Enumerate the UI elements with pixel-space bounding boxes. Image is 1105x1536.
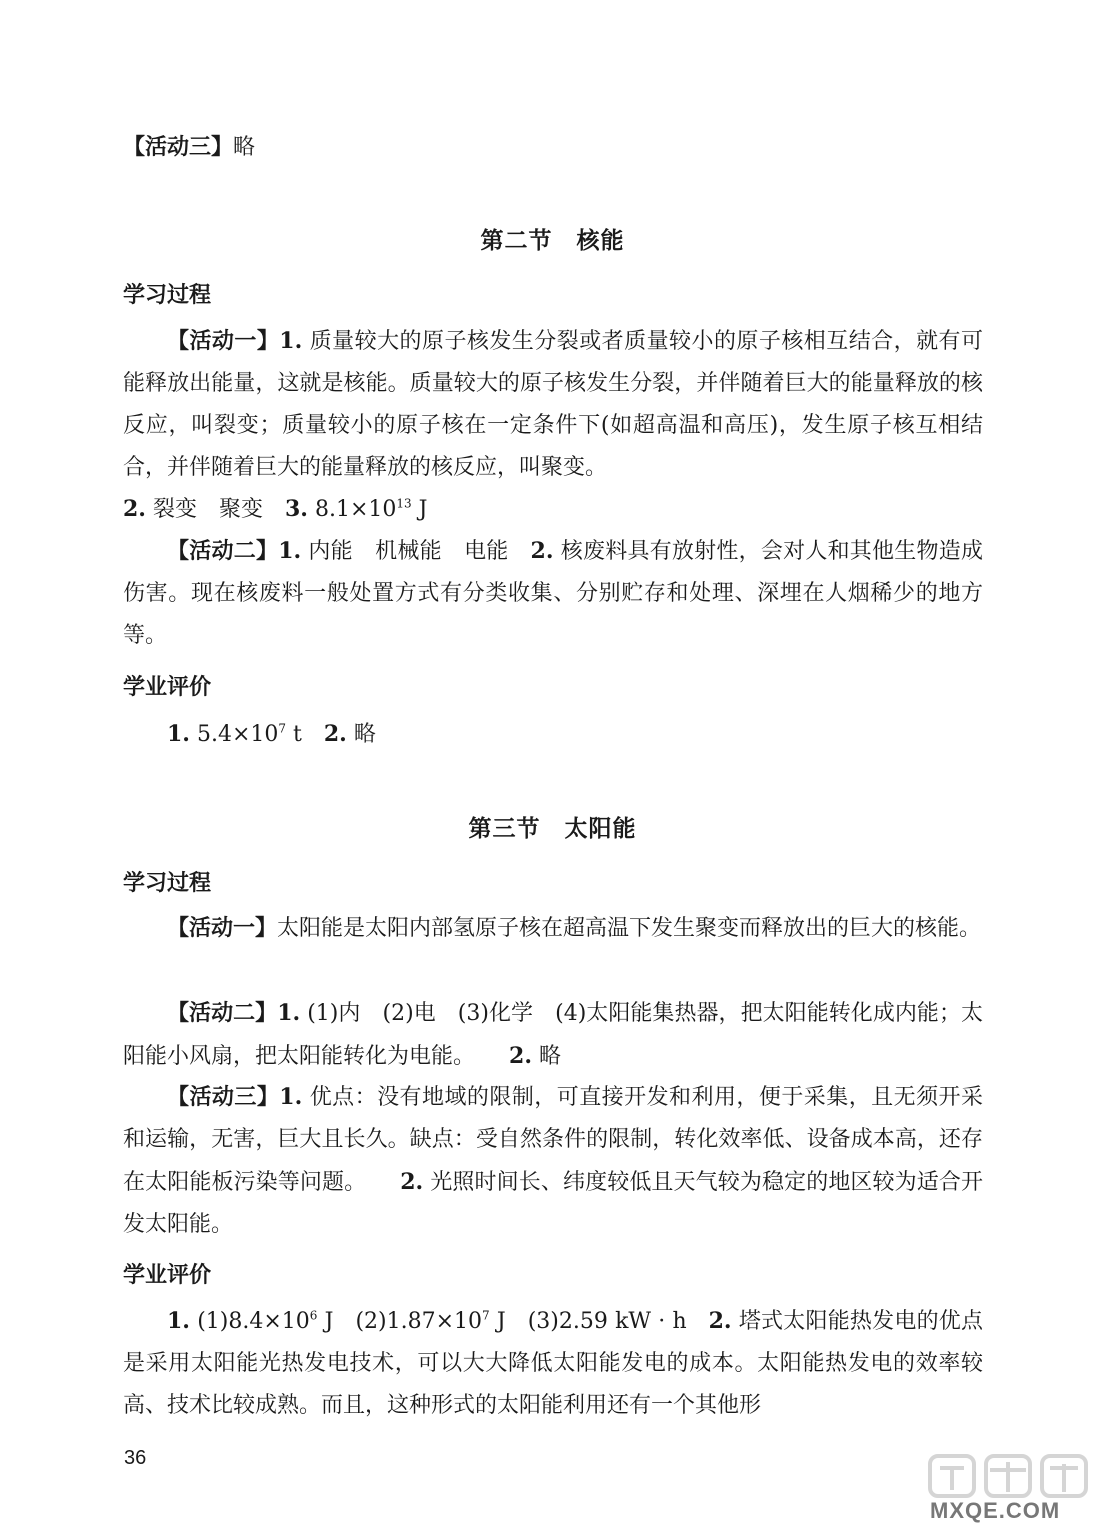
nuclear-evaluation-answers: 1. $5.4\times 10^7$ t 2. 略 xyxy=(167,721,376,747)
activity-tag: 【活动三】 xyxy=(123,135,234,160)
watermark-text: MXQE.COM xyxy=(930,1498,1061,1523)
activity3-remark xyxy=(123,130,983,161)
nuclear-activity2: 【活动二】1. 内能 机械能 电能 2. 核废料具有放射性，会对人和其他生物造成伤害。现在核废料一般处置方式有分类收集、分别贮存和处理、深埋在人烟稀少的地方等。 xyxy=(123,538,983,648)
section-title-solar: 第三节 太阳能 xyxy=(468,816,637,842)
activity-text: 略 xyxy=(233,135,256,160)
nuclear-answers-2-3: 2. 裂变 聚变 3. $8.1\times 10^{13}$ J xyxy=(123,496,428,522)
solar-activity3: 【活动三】1. 优点：没有地域的限制，可直接开发和利用，便于采集，且无须开采和运输，无害，巨大且长久。缺点：受自然条件的限制，转化效率低、设备成本高，还存在太阳能板污染等问题。 2. 光照时间长、纬度较低且天气较为稳定的地区较为适合开发太阳能。 xyxy=(123,1084,983,1237)
section-title-nuclear: 第二节 核能 xyxy=(480,228,625,254)
heading-academic-evaluation: 学业评价 xyxy=(123,1263,212,1288)
page-number: 36 xyxy=(124,1447,147,1469)
solar-evaluation-answers: 1. $(1)8.4\times 10^6$ J $(2)1.87\times 10^7$ J (3)2.59 kW · h 2. 塔式太阳能热发电的优点是采用太阳能光热发电技术，可以大大降低太阳能发电的成本。太阳能热发电的效率较高、技术比较成熟。而且，这种形式的太阳能利用还有一个其他形 xyxy=(123,1308,984,1418)
heading-academic-evaluation: 学业评价 xyxy=(123,675,212,700)
nuclear-activity1: 【活动一】1. 质量较大的原子核发生分裂或者质量较小的原子核相互结合，就有可能释放出能量，这就是核能。质量较大的原子核发生分裂，并伴随着巨大的能量释放的核反应，叫裂变；质量较小的原子核在一定条件下(如超高温和高压)，发生原子核互相结合，并伴随着巨大的能量释放的核反应，叫聚变。 xyxy=(123,328,983,480)
heading-learning-process: 学习过程 xyxy=(123,283,212,308)
solar-activity1: 【活动一】太阳能是太阳内部氢原子核在超高温下发生聚变而释放出的巨大的核能。 xyxy=(167,916,982,941)
solar-activity2: 【活动二】1. (1)内 (2)电 (3)化学 (4)太阳能集热器，把太阳能转化成内能；太阳能小风扇，把太阳能转化为电能。 2. 略 xyxy=(123,1000,983,1069)
heading-learning-process: 学习过程 xyxy=(123,871,212,896)
